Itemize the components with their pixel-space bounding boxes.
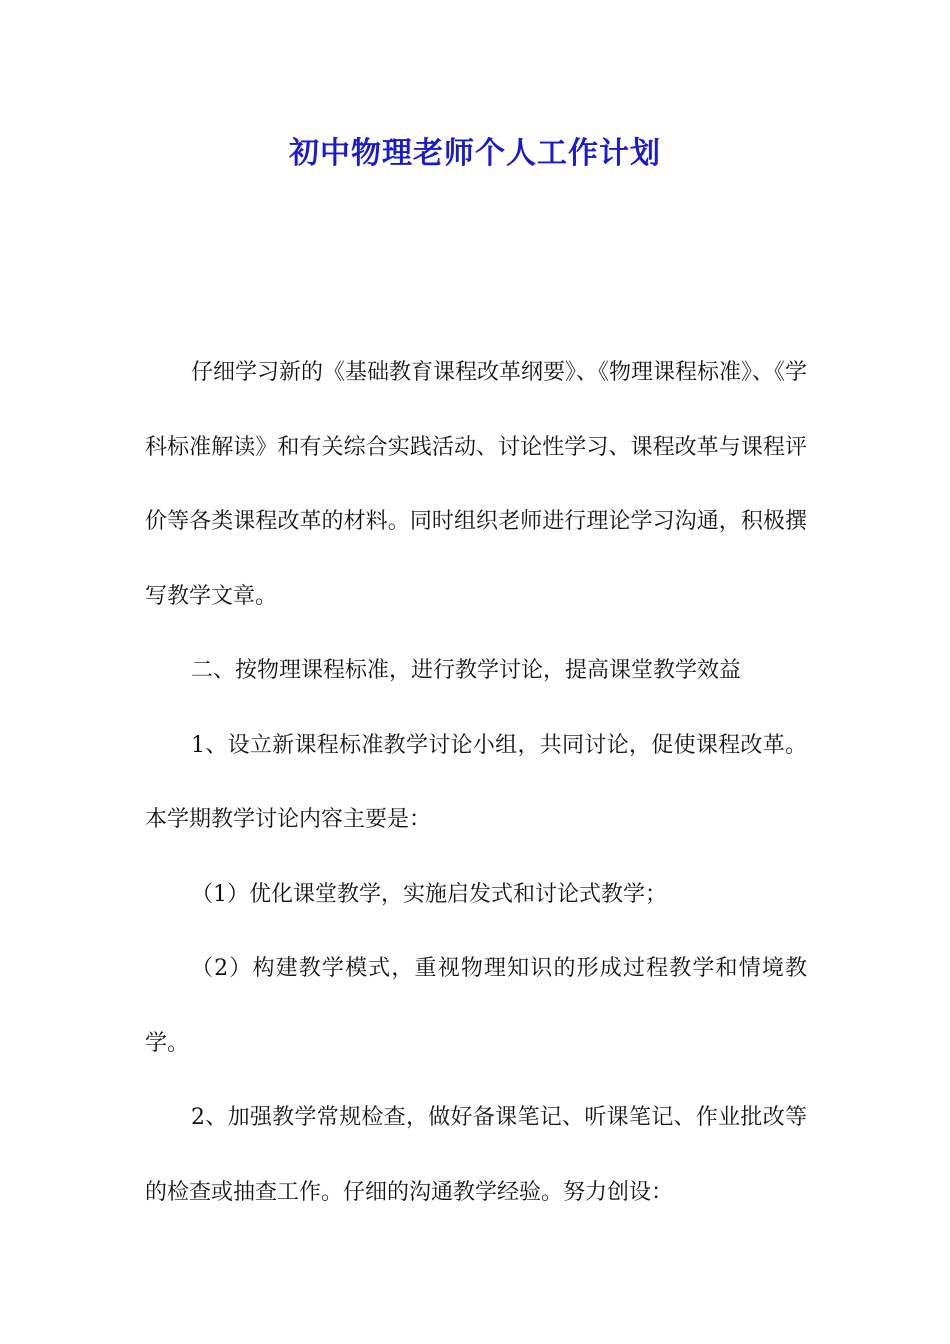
document-title: 初中物理老师个人工作计划	[289, 136, 661, 171]
paragraph-study-materials: 仔细学习新的《基础教育课程改革纲要》、《物理课程标准》、《学科标准解读》和有关综合实践活动、讨论性学习、课程改革与课程评价等各类课程改革的材料。同时组织老师进行理论学习沟通，积极撰写教学文章。	[145, 360, 808, 609]
list-item-optimize-teaching: （1）优化课堂教学，实施启发式和讨论式教学；	[191, 881, 667, 907]
paragraph-research-group: 1、设立新课程标准教学讨论小组，共同讨论，促使课程改革。本学期教学讨论内容主要是：	[145, 732, 807, 832]
document-body	[145, 336, 807, 1230]
section-heading-teaching-research: 二、按物理课程标准，进行教学讨论，提高课堂教学效益	[191, 658, 742, 683]
paragraph-routine-checks: 2、加强教学常规检查，做好备课笔记、听课笔记、作业批改等的检查或抽查工作。仔细的沟通教学经验。努力创设：	[145, 1105, 807, 1205]
list-item-teaching-model: （2）构建教学模式，重视物理知识的形成过程教学和情境教学。	[145, 956, 807, 1056]
